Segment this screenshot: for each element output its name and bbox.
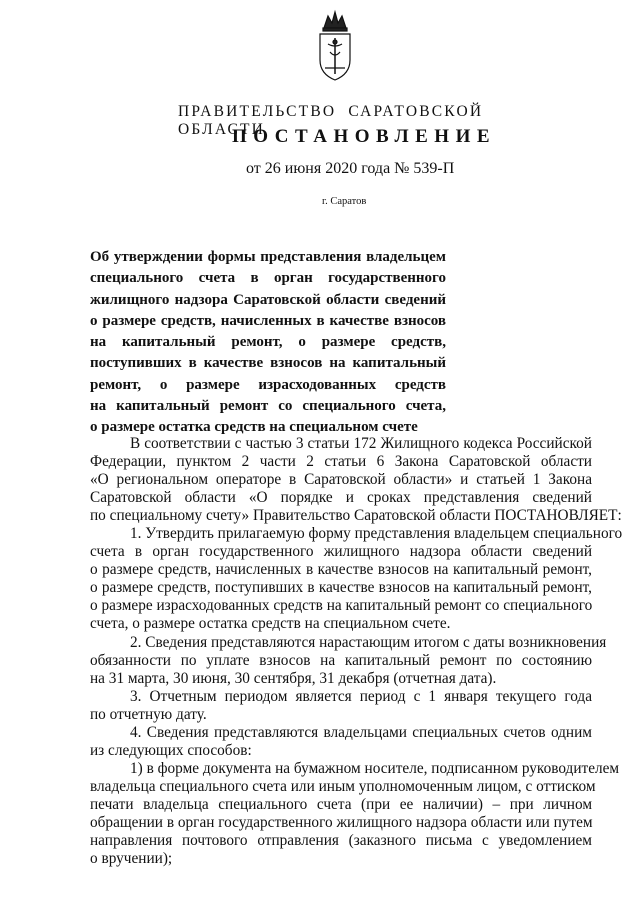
body-line: по отчетную дату.: [90, 705, 207, 723]
body-line: Саратовской области «О порядке и сроках представления сведений: [90, 489, 592, 507]
body-line: 4. Сведения представляются владельцами специальных счетов одним: [130, 723, 592, 741]
document-body: [90, 435, 623, 868]
body-line: счета в орган государственного жилищного надзора области сведений: [90, 543, 592, 561]
document-subject: [90, 247, 446, 439]
subject-line: о размере средств, начисленных в качестве взносов: [90, 312, 446, 329]
body-line: направления почтового отправления (заказного письма с уведомлением: [90, 832, 592, 850]
body-line: Федерации, пунктом 2 части 2 статьи 6 Закона Саратовской области: [90, 453, 592, 471]
body-line: «О региональном операторе в Саратовской области» и статьей 1 Закона: [90, 471, 592, 489]
body-line: о вручении);: [90, 850, 173, 868]
body-line: 2. Сведения представляются нарастающим итогом с даты возникновения: [130, 633, 607, 651]
body-line: по специальному счету» Правительство Саратовской области ПОСТАНОВЛЯЕТ:: [90, 507, 622, 525]
body-line: печати владельца специального счета (при ее наличии) – при личном: [90, 795, 592, 813]
subject-line: специального счета в орган государственного: [90, 270, 446, 287]
subject-line: поступивших в качестве взносов на капитальный: [90, 355, 446, 372]
document-date-number: от 26 июня 2020 года № 539-П: [246, 160, 455, 177]
document-city: г. Саратов: [322, 196, 367, 207]
body-line: из следующих способов:: [90, 741, 252, 759]
body-line: о размере средств, начисленных в качестве взносов на капитальный ремонт,: [90, 561, 592, 579]
subject-line: жилищного надзора Саратовской области сведений: [90, 291, 446, 308]
body-line: о размере израсходованных средств на капитальный ремонт со специального: [90, 597, 593, 615]
subject-line: ремонт, о размере израсходованных средств: [90, 376, 446, 393]
subject-line: на капитальный ремонт, о размере средств,: [90, 334, 446, 351]
saratov-coat-of-arms-icon: [310, 8, 360, 84]
body-line: счета, о размере остатка средств на специальном счете.: [90, 615, 451, 633]
body-line: обязанности по уплате взносов на капитальный ремонт по состоянию: [90, 651, 592, 669]
body-line: обращении в орган государственного жилищного надзора области или путем: [90, 813, 593, 831]
body-line: 1. Утвердить прилагаемую форму представления владельцем специального: [130, 525, 623, 543]
body-line: В соответствии с частью 3 статьи 172 Жилищного кодекса Российской: [130, 435, 592, 452]
document-type: ПОСТАНОВЛЕНИЕ: [232, 126, 497, 147]
subject-line: на капитальный ремонт со специального счета,: [90, 398, 446, 415]
body-line: о размере средств, поступивших в качестве взносов на капитальный ремонт,: [90, 579, 592, 597]
subject-line: Об утверждении формы представления владельцем: [90, 249, 446, 265]
organization-name: ПРАВИТЕЛЬСТВО САРАТОВСКОЙ ОБЛАСТИ: [178, 103, 484, 138]
body-line: 1) в форме документа на бумажном носителе, подписанном руководителем: [130, 759, 620, 777]
body-line: владельца специального счета или иным уполномоченным лицом, с оттиском: [90, 777, 596, 795]
body-line: на 31 марта, 30 июня, 30 сентября, 31 декабря (отчетная дата).: [90, 669, 497, 687]
body-line: 3. Отчетным периодом является период с 1 января текущего года: [130, 687, 592, 705]
subject-line: о размере остатка средств на специальном счете: [90, 419, 418, 436]
